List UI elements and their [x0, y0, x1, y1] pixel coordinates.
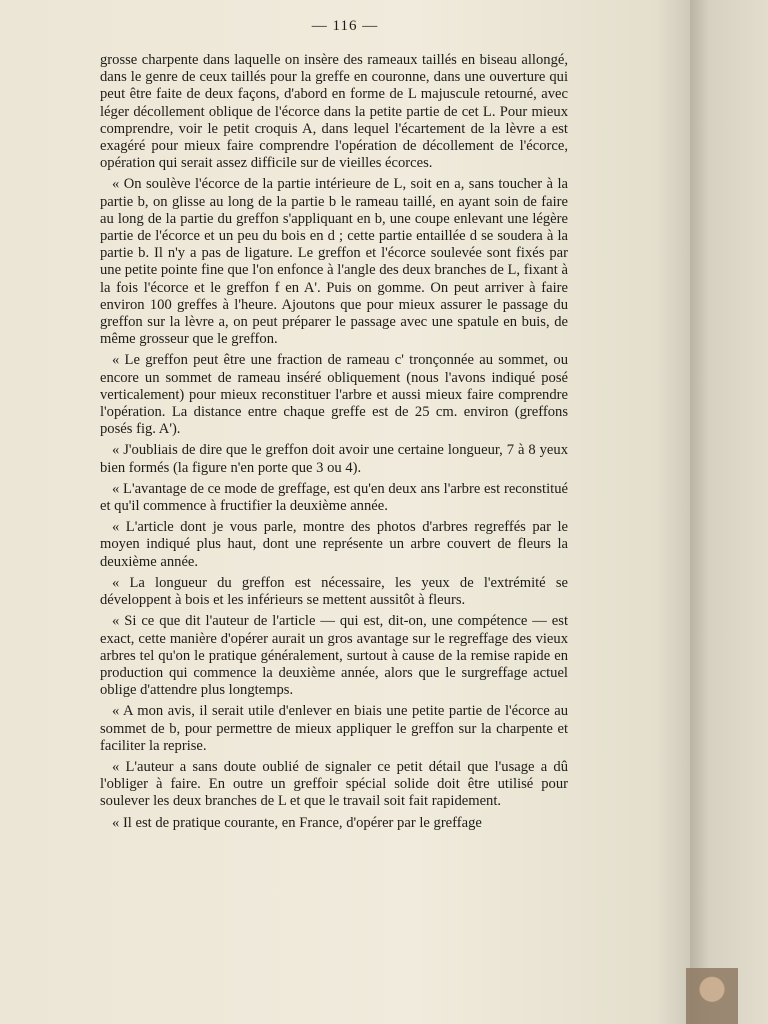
page-number: — 116 —: [311, 18, 379, 34]
paragraph: « J'oubliais de dire que le greffon doit avoir une certaine longueur, 7 à 8 yeux bien formés (la figure n'en porte que 3 ou 4).: [100, 442, 568, 476]
paragraph: grosse charpente dans laquelle on insère des rameaux taillés en biseau allongé, dans le genre de ceux taillés pour la greffe en couronne, dans une ouverture qui peut être faite de deux façons, d'abord en forme de L majuscule retourné, avec léger décollement oblique de l'écorce dans la petite partie de cet L. Pour mieux comprendre, voir le petit croquis A, dans lequel l'écartement de la lèvre a est exagéré pour mieux faire comprendre l'opération de décollement de l'écorce, opération qui serait assez difficile sur de vieilles écorces.: [100, 52, 568, 172]
paragraph: « Il est de pratique courante, en France, d'opérer par le greffage: [112, 814, 482, 831]
paragraph: « L'avantage de ce mode de greffage, est qu'en deux ans l'arbre est reconstitué et qu'il commence à fructifier la deuxième année.: [100, 480, 568, 515]
paragraph: « La longueur du greffon est nécessaire, les yeux de l'extrémité se développent à bois et les inférieurs se mettent aussitôt à fleurs.: [100, 574, 568, 609]
paragraph: « L'auteur a sans doute oublié de signaler ce petit détail que l'usage a dû l'obliger à faire. En outre un greffoir spécial solide doit être utilisé pour soulever les deux branches de L et que le travail soit fait rapidement.: [100, 758, 568, 810]
paragraph: « Si ce que dit l'auteur de l'article — qui est, dit-on, une compétence — est exact, cette manière d'opérer aurait un gros avantage sur le regreffage des vieux arbres tel qu'on le pratique généralement, surtout à cause de la remise rapide en production qui commence la deuxième année, alors que le surgreffage actuel oblige d'attendre plus longtemps.: [100, 613, 568, 699]
facing-page-edge: [690, 0, 768, 1024]
paragraph: « L'article dont je vous parle, montre des photos d'arbres regreffés par le moyen indiqué plus haut, dont une représente un arbre couvert de fleurs la deuxième année.: [100, 519, 568, 570]
corner-thumbnail: [686, 968, 738, 1024]
body-text: [100, 52, 568, 836]
paragraph: « On soulève l'écorce de la partie intérieure de L, soit en a, sans toucher à la partie b, on glisse au long de la partie b le rameau taillé, en ayant soin de faire au long de la partie du greffon s'appliquant en b, une coupe enlevant une légère partie de l'écorce et un peu du bois en d ; cette partie entaillée d se soudera à la partie b. Il n'y a pas de ligature. Le greffon et l'écorce soulevée sont fixés par une petite pointe fine que l'on enfonce à l'angle des deux branches de L, fixant à la fois l'écorce et le greffon f en A'. Puis on gomme. On peut arriver à faire environ 100 greffes à l'heure. Ajoutons que pour mieux assurer le passage du greffon sur la lèvre a, on peut préparer le passage avec une spatule en buis, de même grosseur que le greffon.: [100, 176, 568, 348]
paragraph: « Le greffon peut être une fraction de rameau c' tronçonnée au sommet, ou encore un sommet de rameau inséré obliquement (nous l'avons indiqué posé verticalement) pour mieux reconstituer l'arbre et aussi mieux faire comprendre l'opération. La distance entre chaque greffe est de 25 cm. environ (greffons posés fig. A').: [100, 352, 568, 438]
paragraph: « A mon avis, il serait utile d'enlever en biais une petite partie de l'écorce au sommet de b, pour permettre de mieux appliquer le greffon sur la charpente et faciliter la reprise.: [100, 703, 568, 754]
